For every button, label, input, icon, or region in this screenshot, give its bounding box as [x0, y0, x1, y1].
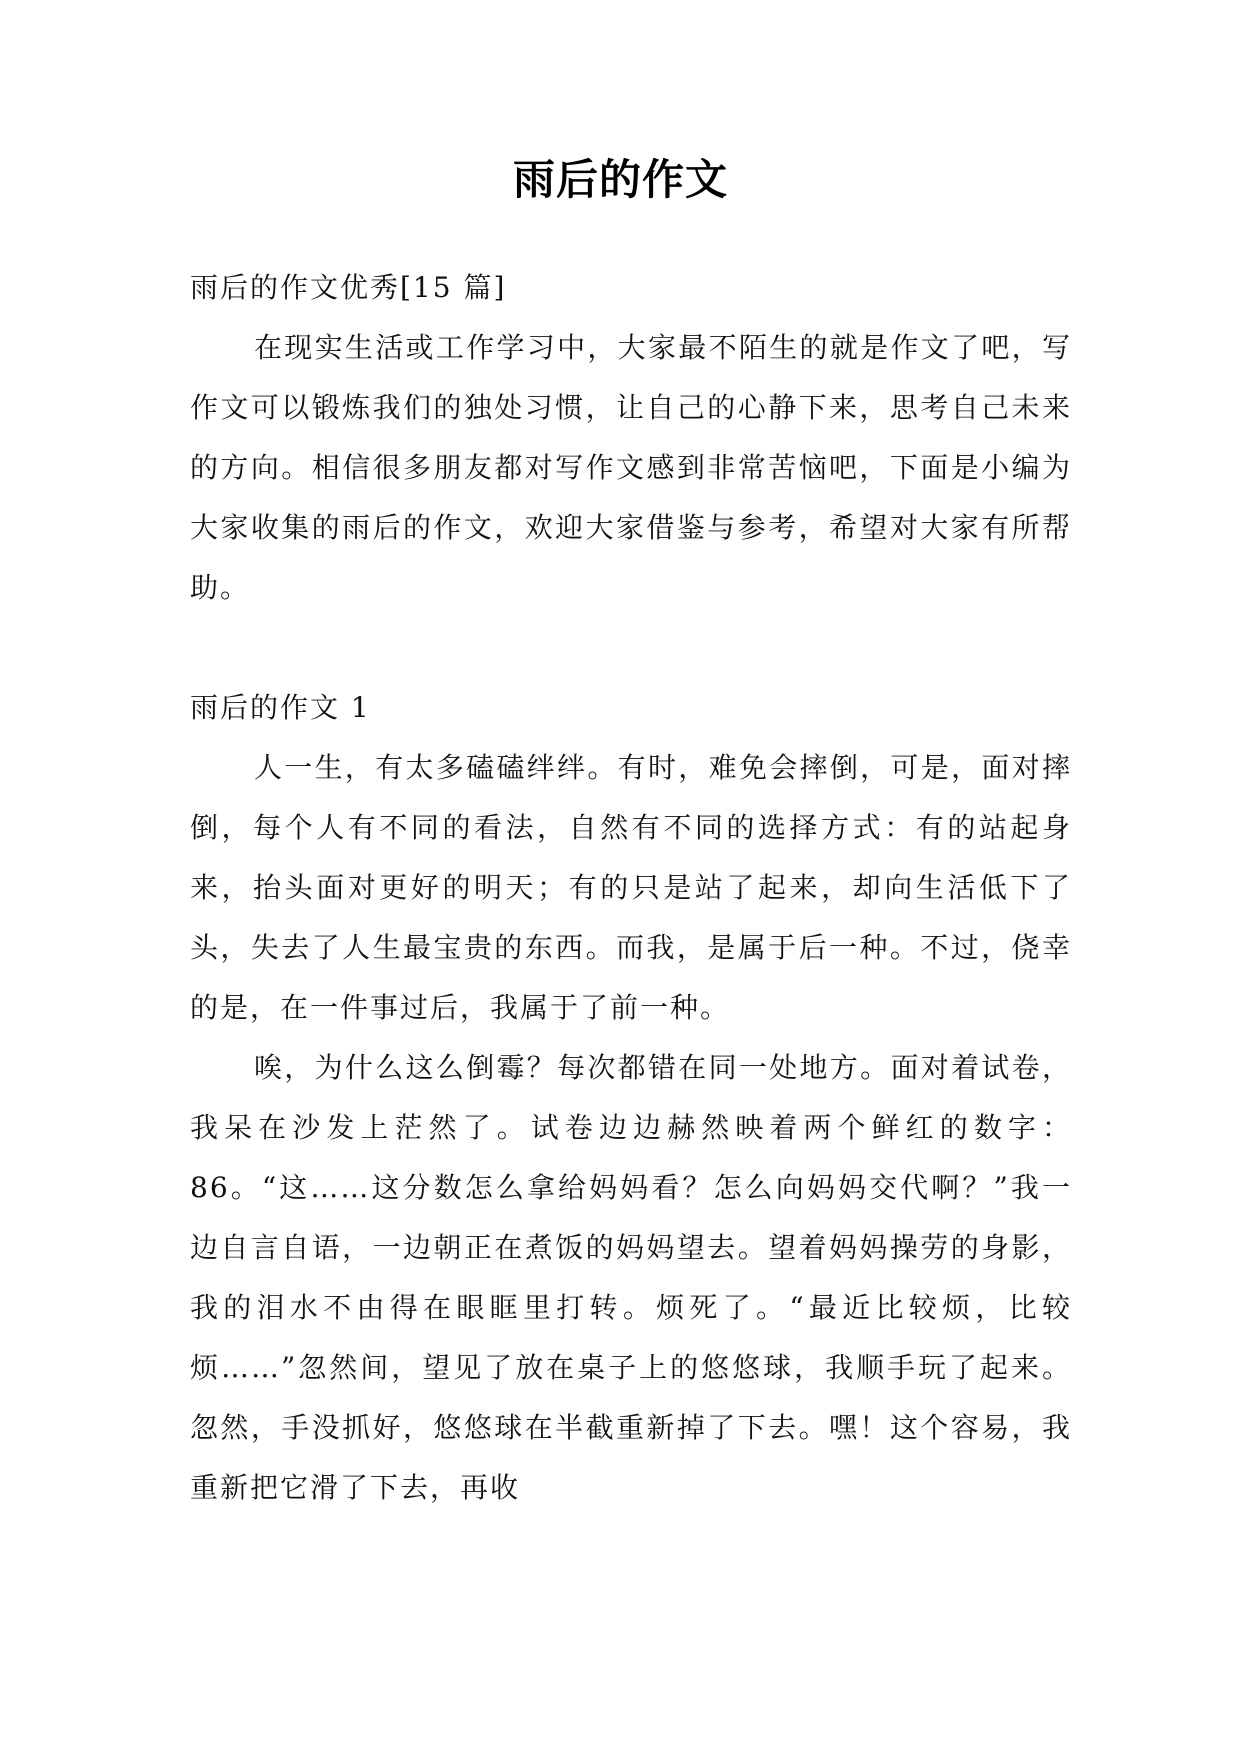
section-1-paragraph-1: 人一生，有太多磕磕绊绊。有时，难免会摔倒，可是，面对摔倒，每个人有不同的看法，自然有不同的选择方式：有的站起身来，抬头面对更好的明天；有的只是站了起来，却向生活低下了头，失去了人生最宝贵的东西。而我，是属于后一种。不过，侥幸的是，在一件事过后，我属于了前一种。: [190, 751, 1072, 1024]
section-spacer: [190, 618, 1072, 678]
section-1-heading: 雨后的作文 1: [190, 691, 371, 724]
document-title: 雨后的作文: [512, 155, 728, 204]
document-body: [190, 258, 1072, 1518]
intro-paragraph: 在现实生活或工作学习中，大家最不陌生的就是作文了吧，写作文可以锻炼我们的独处习惯，让自己的心静下来，思考自己未来的方向。相信很多朋友都对写作文感到非常苦恼吧，下面是小编为大家收集的雨后的作文，欢迎大家借鉴与参考，希望对大家有所帮助。: [190, 331, 1072, 604]
section-1-paragraph-2: 唉，为什么这么倒霉？每次都错在同一处地方。面对着试卷，我呆在沙发上茫然了。试卷边边赫然映着两个鲜红的数字：86。“这……这分数怎么拿给妈妈看？怎么向妈妈交代啊？”我一边自言自语，一边朝正在煮饭的妈妈望去。望着妈妈操劳的身影，我的泪水不由得在眼眶里打转。烦死了。“最近比较烦，比较烦……”忽然间，望见了放在桌子上的悠悠球，我顺手玩了起来。忽然，手没抓好，悠悠球在半截重新掉了下去。嘿！这个容易，我重新把它滑了下去，再收: [190, 1051, 1072, 1504]
intro-heading: 雨后的作文优秀[15 篇]: [190, 271, 507, 304]
